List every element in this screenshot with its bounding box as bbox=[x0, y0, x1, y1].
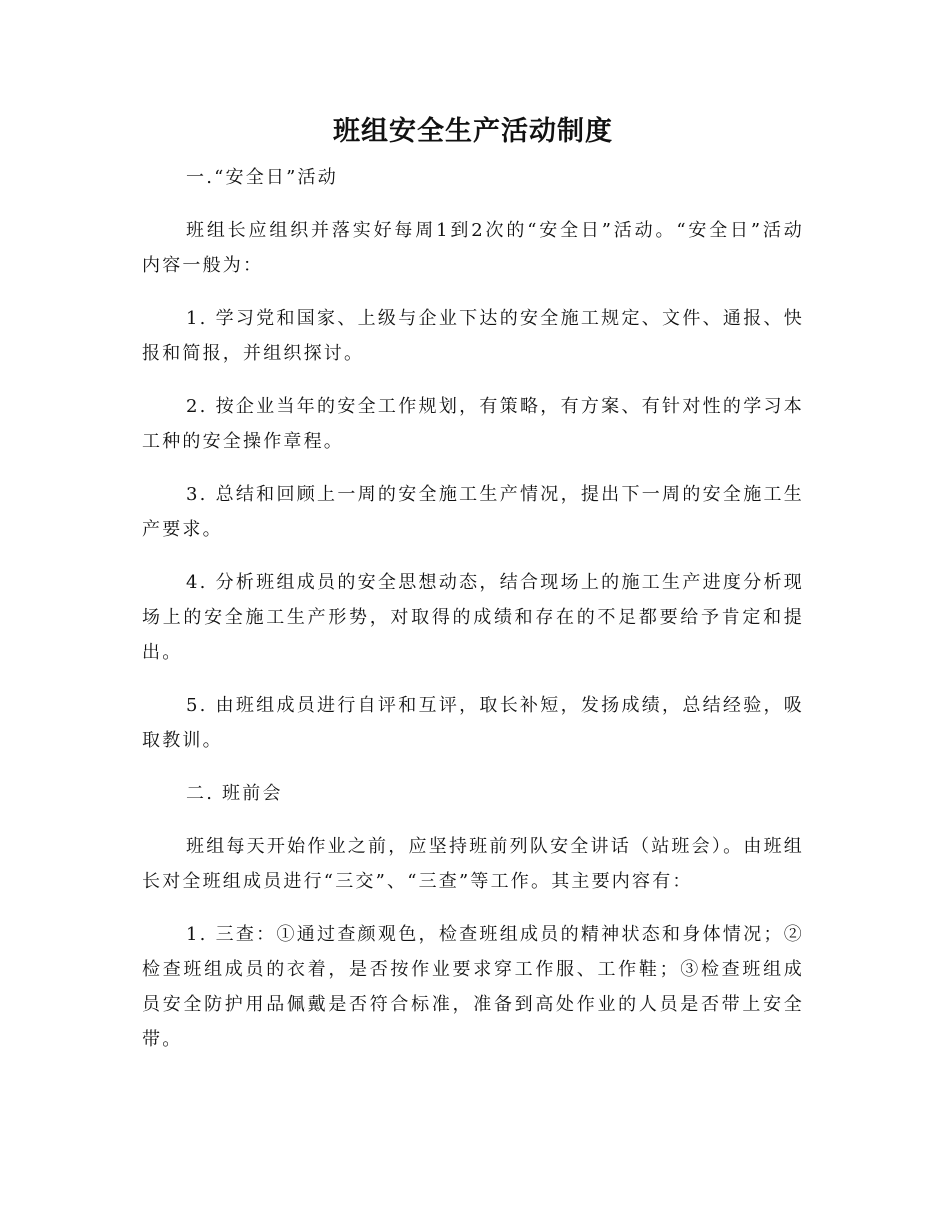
document-title: 班组安全生产活动制度 bbox=[333, 116, 613, 147]
list-item-1-study: 1. 学习党和国家、上级与企业下达的安全施工规定、文件、通报、快报和简报，并组织探讨。 bbox=[142, 308, 804, 364]
list-item-2-plan: 2. 按企业当年的安全工作规划，有策略，有方案、有针对性的学习本工种的安全操作章程。 bbox=[142, 396, 804, 452]
list-item-5-evaluation: 5. 由班组成员进行自评和互评，取长补短，发扬成绩，总结经验，吸取教训。 bbox=[142, 695, 804, 751]
list-item-3-review: 3. 总结和回顾上一周的安全施工生产情况，提出下一周的安全施工生产要求。 bbox=[142, 484, 804, 540]
section-heading-safety-day: 一.“安全日”活动 bbox=[186, 167, 338, 188]
paragraph-pre-shift-intro: 班组每天开始作业之前，应坚持班前列队安全讲话（站班会）。由班组长对全班组成员进行“三交”、“三查”等工作。其主要内容有： bbox=[142, 836, 804, 892]
paragraph-safety-day-intro: 班组长应组织并落实好每周1到2次的“安全日”活动。“安全日”活动内容一般为： bbox=[142, 220, 804, 276]
list-item-4-analysis: 4. 分析班组成员的安全思想动态，结合现场上的施工生产进度分析现场上的安全施工生产形势，对取得的成绩和存在的不足都要给予肯定和提出。 bbox=[142, 572, 804, 663]
list-item-1-three-checks: 1. 三查：①通过查颜观色，检查班组成员的精神状态和身体情况；②检查班组成员的衣着，是否按作业要求穿工作服、工作鞋；③检查班组成员安全防护用品佩戴是否符合标准，准备到高处作业的人员是否带上安全带。 bbox=[142, 924, 804, 1050]
section-heading-pre-shift-meeting: 二. 班前会 bbox=[186, 783, 283, 804]
document-page bbox=[142, 112, 804, 1075]
